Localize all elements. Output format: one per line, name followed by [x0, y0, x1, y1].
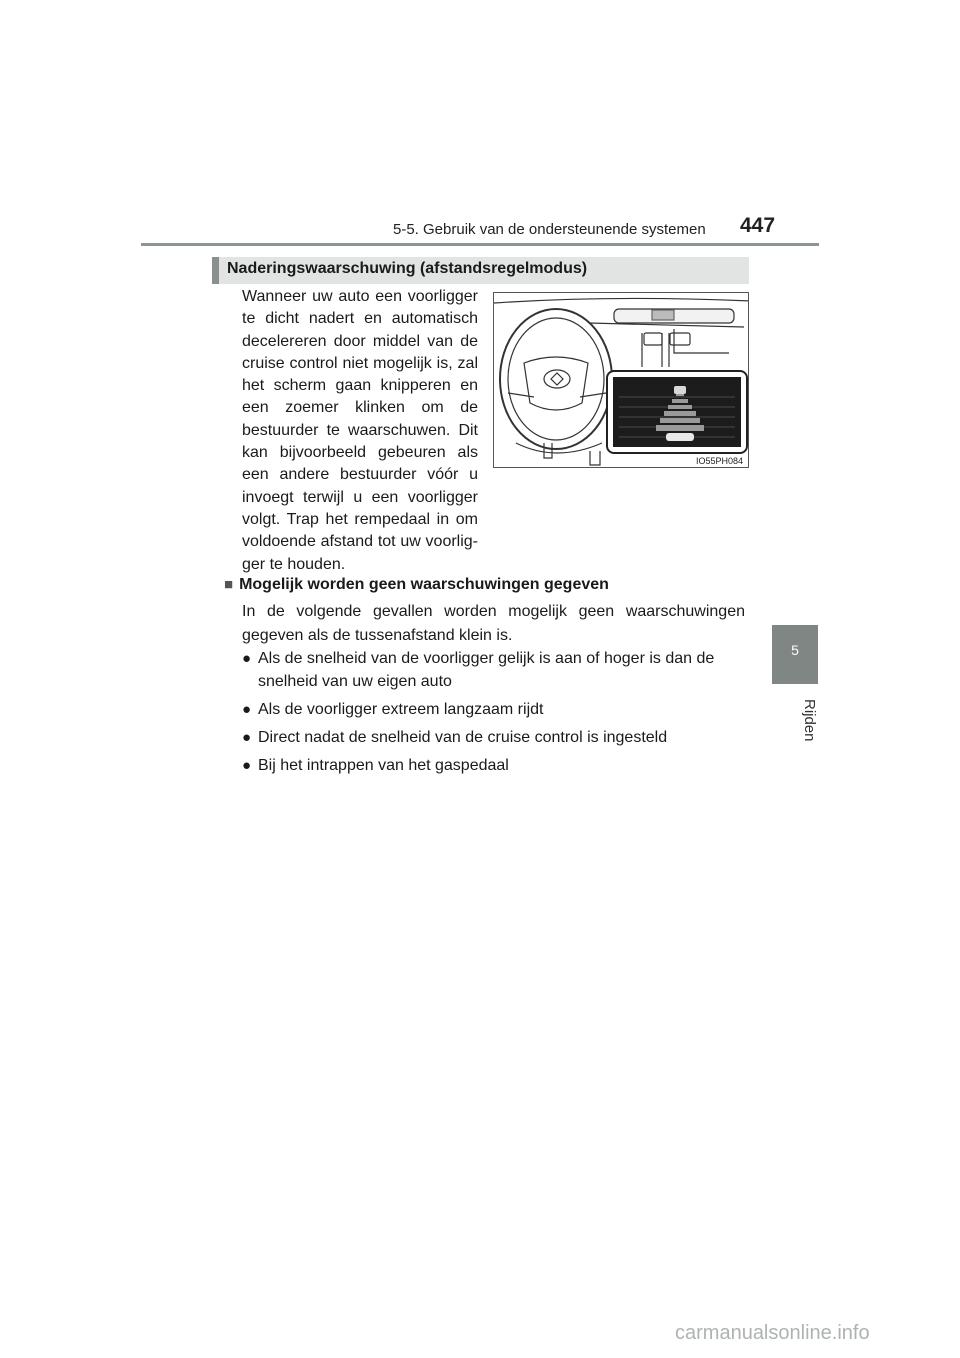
header-divider: [141, 243, 819, 246]
list-item: [242, 698, 749, 721]
chapter-label: Rijden: [801, 698, 818, 742]
intro-paragraph: Wanneer uw auto een voorligger te dicht nadert en automatisch decelereren door middel van de cruise control niet mogelijk is, zal het scherm gaan knipperen en een zoemer klinken om de bestuurder te waarschuwen. Dit kan bijvoorbeeld gebeuren als een andere bestuurder vóór u invoegt terwijl u een voorligger volgt. Trap het rempedaal in om voldoende afstand tot uw voorlig-ger te houden.: [242, 288, 478, 573]
square-bullet-icon: ■: [224, 576, 234, 593]
list-item-text: Als de voorligger extreem langzaam rijdt: [258, 701, 544, 718]
bullet-dot-icon: ●: [242, 650, 252, 667]
section-heading-bar: [212, 257, 749, 284]
chapter-tab: [772, 625, 818, 684]
running-header: 5-5. Gebruik van de ondersteunende systemen: [393, 221, 706, 238]
bullet-dot-icon: ●: [242, 729, 252, 746]
dashboard-illustration: [493, 292, 749, 468]
page-number: 447: [740, 214, 776, 237]
list-item: [242, 754, 749, 777]
subsection-heading: [224, 576, 609, 594]
list-item-text: Als de snelheid van de voorligger gelijk is aan of hoger is dan de snelheid van uw eigen auto: [258, 650, 715, 690]
watermark: carmanualsonline.info: [675, 1322, 870, 1344]
chapter-number: 5: [791, 642, 799, 658]
section-title: Naderingswaarschuwing (afstandsregelmodus): [227, 260, 588, 277]
list-item-text: Bij het intrappen van het gaspedaal: [258, 757, 509, 774]
list-item: [242, 726, 749, 749]
bullet-dot-icon: ●: [242, 757, 252, 774]
subsection-paragraph: In de volgende gevallen worden mogelijk geen waarschuwingen gegeven als de tussenafstand klein is.: [242, 603, 745, 644]
list-item-text: Direct nadat de snelheid van de cruise control is ingesteld: [258, 729, 668, 746]
condition-list: [242, 647, 749, 782]
figure-id: IO55PH084: [695, 456, 743, 466]
bullet-dot-icon: ●: [242, 701, 252, 718]
dashboard-drawing: [494, 293, 749, 468]
subsection-heading-text: Mogelijk worden geen waarschuwingen gegeven: [239, 576, 609, 593]
list-item: [242, 647, 749, 693]
